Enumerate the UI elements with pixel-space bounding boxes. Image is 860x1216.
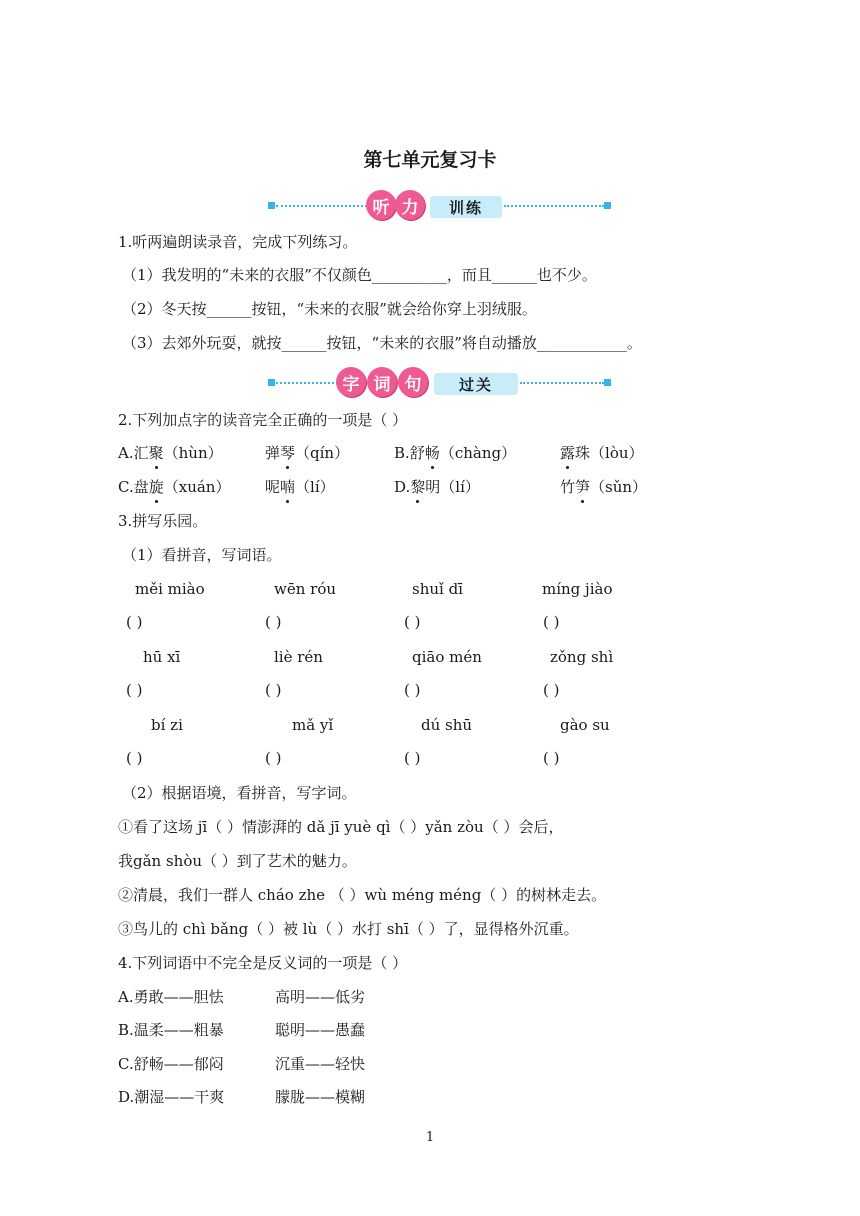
page-title: 第七单元复习卡 xyxy=(363,149,497,171)
banner-divider xyxy=(520,382,604,384)
option-c-word2: 呢喃（lí） xyxy=(265,478,335,496)
context-sentence-2: ②清晨，我们一群人 cháo zhe （ ）wù méng méng（ ）的树林走去。 xyxy=(118,886,607,904)
banner-tag: 过关 xyxy=(434,373,518,395)
answer-blank[interactable]: ( ) xyxy=(265,681,282,699)
question-1-item: （2）冬天按______按钮，“未来的衣服”就会给你穿上羽绒服。 xyxy=(122,300,537,318)
banner-char: 力 xyxy=(395,190,425,220)
option-a-left: A.勇敢——胆怯 xyxy=(118,988,224,1006)
question-1-stem: 1.听两遍朗读录音，完成下列练习。 xyxy=(118,233,358,251)
pinyin-word: zǒng shì xyxy=(550,648,614,666)
option-c-word1: C.盘旋（xuán） xyxy=(118,478,231,496)
question-1-item: （3）去郊外玩耍，就按______按钮，“未来的衣服”将自动播放____________。 xyxy=(122,334,642,352)
banner-tag: 训练 xyxy=(430,196,502,218)
context-sentence-3: ③鸟儿的 chì bǎng（ ）被 lù（ ）水打 shī（ ）了，显得格外沉重。 xyxy=(118,920,579,938)
pinyin-word: wēn róu xyxy=(274,580,337,598)
banner-char: 听 xyxy=(366,190,396,220)
question-2-stem: 2.下列加点字的读音完全正确的一项是（ ） xyxy=(118,411,408,429)
option-c-left: C.舒畅——郁闷 xyxy=(118,1055,224,1073)
option-d-word2: 竹笋（sǔn） xyxy=(560,478,648,496)
option-d-word1: D.黎明（lí） xyxy=(394,478,480,496)
listening-section-banner xyxy=(268,190,613,222)
context-sentence-1-cont: 我gǎn shòu（ ）到了艺术的魅力。 xyxy=(118,852,357,870)
answer-blank[interactable]: ( ) xyxy=(404,613,421,631)
option-a-word1: A.汇聚（hùn） xyxy=(118,444,223,462)
answer-blank[interactable]: ( ) xyxy=(543,749,560,767)
answer-blank[interactable]: ( ) xyxy=(404,749,421,767)
banner-square-icon xyxy=(268,202,275,209)
question-3-part1: （1）看拼音，写词语。 xyxy=(122,546,282,564)
option-d-left: D.潮湿——干爽 xyxy=(118,1088,225,1106)
question-3-part2: （2）根据语境，看拼音，写字词。 xyxy=(122,784,357,802)
pinyin-word: bí zi xyxy=(151,716,183,734)
question-1-item: （1）我发明的“未来的衣服”不仅颜色__________，而且______也不少。 xyxy=(122,266,597,284)
answer-blank[interactable]: ( ) xyxy=(543,613,560,631)
pinyin-word: míng jiào xyxy=(542,580,613,598)
option-d-right: 朦胧——模糊 xyxy=(275,1088,366,1106)
pinyin-word: shuǐ dī xyxy=(412,580,463,598)
banner-divider xyxy=(276,205,371,207)
answer-blank[interactable]: ( ) xyxy=(404,681,421,699)
page-number: 1 xyxy=(425,1130,435,1145)
pinyin-word: mǎ yǐ xyxy=(292,716,334,734)
context-sentence-1: ①看了这场 jī（ ）情澎湃的 dǎ jī yuè qì（ ）yǎn zòu（ ）会后， xyxy=(118,818,564,836)
banner-square-icon xyxy=(604,379,611,386)
option-b-left: B.温柔——粗暴 xyxy=(118,1021,224,1039)
banner-char: 字 xyxy=(336,367,366,397)
option-b-right: 聪明——愚蠢 xyxy=(275,1021,366,1039)
pinyin-word: dú shū xyxy=(421,716,473,734)
pinyin-word: gào su xyxy=(560,716,610,734)
banner-char: 句 xyxy=(398,367,428,397)
answer-blank[interactable]: ( ) xyxy=(543,681,560,699)
pinyin-word: měi miào xyxy=(135,580,205,598)
answer-blank[interactable]: ( ) xyxy=(265,613,282,631)
question-3-stem: 3.拼写乐园。 xyxy=(118,512,208,530)
option-b-word1: B.舒畅（chàng） xyxy=(394,444,517,462)
answer-blank[interactable]: ( ) xyxy=(126,613,143,631)
pinyin-word: qiāo mén xyxy=(412,648,482,666)
banner-square-icon xyxy=(604,202,611,209)
option-a-word2: 弹琴（qín） xyxy=(265,444,350,462)
pinyin-word: liè rén xyxy=(274,648,323,666)
question-4-stem: 4.下列词语中不完全是反义词的一项是（ ） xyxy=(118,954,408,972)
answer-blank[interactable]: ( ) xyxy=(265,749,282,767)
banner-square-icon xyxy=(268,379,275,386)
answer-blank[interactable]: ( ) xyxy=(126,749,143,767)
pinyin-word: hū xī xyxy=(143,648,181,666)
banner-divider xyxy=(276,382,338,384)
answer-blank[interactable]: ( ) xyxy=(126,681,143,699)
vocabulary-section-banner xyxy=(268,367,613,399)
banner-char: 词 xyxy=(367,367,397,397)
banner-divider xyxy=(504,205,604,207)
option-c-right: 沉重——轻快 xyxy=(275,1055,366,1073)
option-a-right: 高明——低劣 xyxy=(275,988,366,1006)
option-b-word2: 露珠（lòu） xyxy=(560,444,644,462)
